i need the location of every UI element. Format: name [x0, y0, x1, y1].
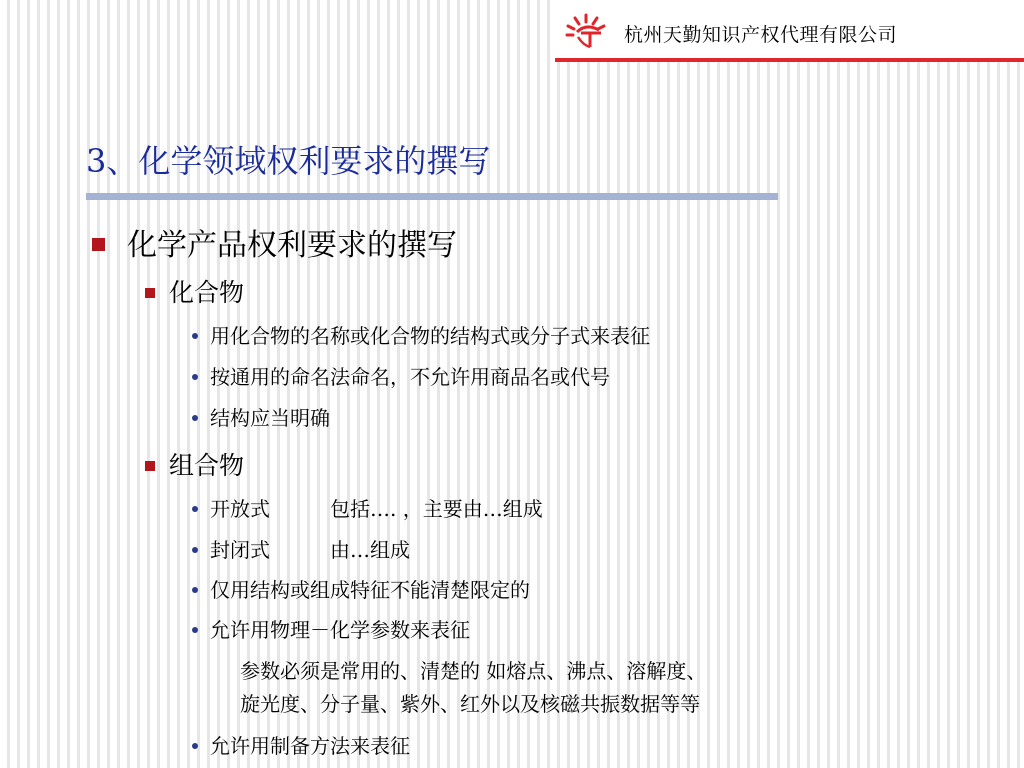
bullet-text: 结构应当明确: [210, 406, 330, 430]
list-item: [192, 402, 330, 431]
company-name: 杭州天勤知识产权代理有限公司: [624, 24, 898, 46]
dot-bullet-icon: [192, 374, 198, 380]
dot-bullet-icon: [192, 333, 198, 339]
bullet-text: 化学产品权利要求的撰写: [127, 228, 457, 263]
bullet-label: 开放式: [210, 497, 270, 521]
dot-bullet-icon: [192, 743, 198, 749]
bullet-text: 由…组成: [330, 538, 410, 562]
square-bullet-icon: [145, 288, 155, 298]
square-bullet-icon: [92, 238, 105, 251]
square-bullet-icon: [145, 461, 155, 471]
bullet-text: 组合物: [169, 451, 245, 480]
bullet-level1: [92, 220, 457, 264]
list-item: [192, 614, 470, 643]
list-item: [192, 534, 410, 563]
bullet-label: 封闭式: [210, 538, 270, 562]
bullet-text: 化合物: [169, 278, 245, 307]
dot-bullet-icon: [192, 415, 198, 421]
parameter-note-line2: 旋光度、分子量、紫外、红外以及核磁共振数据等等: [240, 692, 700, 716]
bullet-level2-composition: [145, 446, 244, 482]
parameter-note-line1: 参数必须是常用的、清楚的 如熔点、沸点、溶解度、: [240, 659, 707, 683]
dot-bullet-icon: [192, 587, 198, 593]
list-item: [192, 574, 530, 603]
bullet-text: 仅用结构或组成特征不能清楚限定的: [210, 578, 530, 602]
bullet-level2-compound: [145, 273, 244, 309]
bullet-text: 包括…. ，主要由…组成: [330, 497, 543, 521]
bullet-text: 允许用制备方法来表征: [210, 734, 410, 758]
bullet-text: 允许用物理－化学参数来表征: [210, 618, 470, 642]
bullet-text: 用化合物的名称或化合物的结构式或分子式来表征: [210, 324, 650, 348]
list-item: [192, 493, 543, 522]
bullet-text: 按通用的命名法命名，不允许用商品名或代号: [210, 365, 610, 389]
dot-bullet-icon: [192, 506, 198, 512]
list-item: [192, 730, 410, 759]
list-item: [192, 361, 610, 390]
list-item: [192, 320, 650, 349]
dot-bullet-icon: [192, 627, 198, 633]
dot-bullet-icon: [192, 547, 198, 553]
slide-title: 3、化学领域权利要求的撰写: [86, 142, 491, 180]
